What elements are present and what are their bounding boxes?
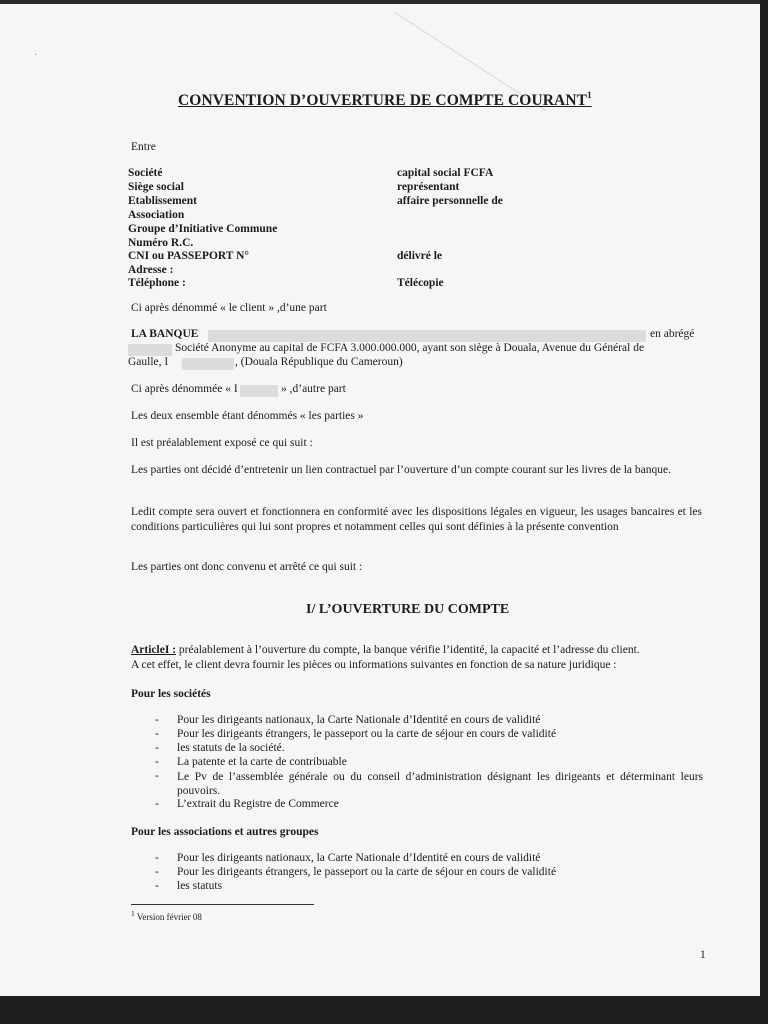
field-telecopie: Télécopie <box>397 277 444 289</box>
list-item: les statuts <box>177 880 223 892</box>
list-item: Pour les dirigeants étrangers, le passeport ou la carte de séjour en cours de validité <box>177 728 557 740</box>
footnote-text: Version février 08 <box>136 912 202 922</box>
list-dash: - <box>155 728 159 740</box>
societes-heading: Pour les sociétés <box>131 688 211 700</box>
footnote-separator <box>131 904 314 905</box>
field-telephone: Téléphone : <box>128 277 186 289</box>
list-dash: - <box>155 742 159 754</box>
paragraph-conformite: Ledit compte sera ouvert et fonctionnera en conformité avec les dispositions légales en vigueur, les usages bancaires et les conditions particulières qui lui sont propres et notamment celles qui sont définies à la présente convention <box>131 506 702 533</box>
article1-line2: A cet effet, le client devra fournir les pièces ou informations suivantes en fonction de sa nature juridique : <box>131 659 617 671</box>
list-item: les statuts de la société. <box>177 742 285 754</box>
bank-label: LA BANQUE <box>131 328 199 340</box>
redacted-bank-address <box>182 358 234 370</box>
field-capital-social: capital social FCFA <box>397 167 494 179</box>
redacted-bank-short <box>240 385 278 397</box>
field-etablissement: Etablissement <box>128 195 197 207</box>
bank-address-end: , (Douala République du Cameroun) <box>235 356 403 368</box>
paragraph-convenu: Les parties ont donc convenu et arrêté ce qui suit : <box>131 561 363 573</box>
redacted-bank-name <box>208 330 646 342</box>
associations-heading: Pour les associations et autres groupes <box>131 826 319 838</box>
field-representant: représentant <box>397 181 460 193</box>
list-item: Pour les dirigeants nationaux, la Carte Nationale d’Identité en cours de validité <box>177 852 541 864</box>
list-item: Pour les dirigeants nationaux, la Carte Nationale d’Identité en cours de validité <box>177 714 541 726</box>
other-party-end: » ,d’autre part <box>281 383 346 395</box>
list-dash: - <box>155 756 159 768</box>
footnote <box>131 909 202 922</box>
document-title: CONVENTION D’OUVERTURE DE COMPTE COURANT$^1$ <box>178 90 592 109</box>
scan-border-bottom <box>0 996 768 1024</box>
field-groupe: Groupe d’Initiative Commune <box>128 223 278 235</box>
bank-address-start: Gaulle, I <box>128 356 169 368</box>
scan-speck: · <box>34 50 38 61</box>
entre-label: Entre <box>131 141 156 153</box>
list-item: La patente et la carte de contribuable <box>177 756 347 768</box>
redacted-bank-abbrev <box>128 344 172 356</box>
bank-abbrev-label: en abrégé <box>650 328 695 340</box>
field-adresse: Adresse : <box>128 264 174 276</box>
scan-border-right <box>760 0 768 1024</box>
list-dash: - <box>155 866 159 878</box>
section-title-ouverture: I/ L’OUVERTURE DU COMPTE <box>306 602 510 617</box>
field-societe: Société <box>128 167 163 179</box>
list-item: Pour les dirigeants étrangers, le passeport ou la carte de séjour en cours de validité <box>177 866 557 878</box>
field-affaire-personnelle: affaire personnelle de <box>397 195 503 207</box>
title-footnote-mark: 1 <box>587 90 592 100</box>
list-item: Le Pv de l’assemblée générale ou du conseil d’administration désignant les dirigeants et déterminant leurs pouvoirs. <box>177 771 703 797</box>
article1-heading: ArticleI : <box>131 644 177 656</box>
document-page <box>0 4 760 996</box>
list-dash: - <box>155 770 159 782</box>
bank-description: Société Anonyme au capital de FCFA 3.000.000.000, ayant son siège à Douala, Avenue du Général de <box>175 342 645 354</box>
list-dash: - <box>155 798 159 810</box>
list-item: L’extrait du Registre de Commerce <box>177 798 339 810</box>
client-designation: Ci après dénommé « le client » ,d’une part <box>131 302 327 314</box>
list-dash: - <box>155 714 159 726</box>
footnote-mark: 1 <box>131 909 135 918</box>
page-number: 1 <box>700 949 706 961</box>
field-delivre-le: délivré le <box>397 250 443 262</box>
other-party-start: Ci après dénommée « I <box>131 383 238 395</box>
list-dash: - <box>155 852 159 864</box>
parties-line: Les deux ensemble étant dénommés « les parties » <box>131 410 364 422</box>
article1-text: préalablement à l’ouverture du compte, la banque vérifie l’identité, la capacité et l’adresse du client. <box>178 644 640 656</box>
article1-line1 <box>131 644 640 656</box>
field-siege-social: Siège social <box>128 181 184 193</box>
paragraph-lien-contractuel: Les parties ont décidé d’entretenir un lien contractuel par l’ouverture d’un compte courant sur les livres de la banque. <box>131 464 671 476</box>
field-cni-passeport: CNI ou PASSEPORT N° <box>128 250 250 262</box>
field-numero-rc: Numéro R.C. <box>128 237 194 249</box>
list-dash: - <box>155 880 159 892</box>
field-association: Association <box>128 209 185 221</box>
expose-line: Il est préalablement exposé ce qui suit : <box>131 437 313 449</box>
